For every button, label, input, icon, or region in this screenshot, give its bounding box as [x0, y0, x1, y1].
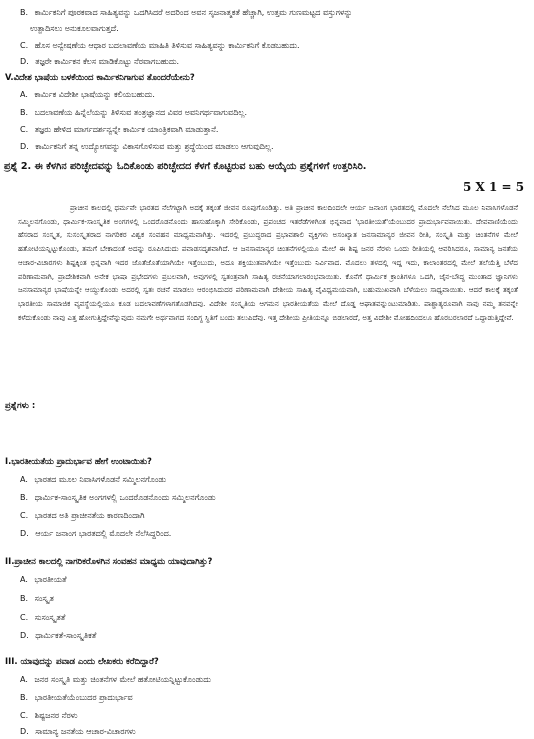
option-text-line: ಕಾರ್ಮಿಕನಿಗೆ ಪೂರಕವಾದ ಸಾಹಿತ್ಯವನ್ನು ಒದಗಿಸಿದರೆ ಅದರಿಂದ ಅವನ ಸೃಜನಾತ್ಮಕತೆ ಹೆಚ್ಚಾಗಿ, ಉತ್ತಮ ಗುಣಮಟ್ಟದ ವಸ್ತುಗಳನ್ನು	[34, 8, 353, 17]
option-letter: D.	[20, 727, 29, 736]
q1-option-d	[20, 529, 171, 539]
marks-label: 5 X 1 = 5	[463, 180, 525, 194]
option-letter: C.	[20, 711, 29, 720]
q5-option-c	[20, 125, 218, 135]
question-2-heading: ಪ್ರಶ್ನೆ 2. ಈ ಕೆಳಗಿನ ಪರಿಚ್ಛೇದವನ್ನು ಓದಿಕೊಂಡು ಪರಿಚ್ಛೇದದ ಕೆಳಗೆ ಕೊಟ್ಟಿರುವ ಬಹು ಆಯ್ಕೆಯ ಪ್ರಶ್ನೆಗಳಿಗೆ ಉತ್ತರಿಸಿರಿ.	[4, 161, 367, 172]
option-text: ಭಾರತೀಯತೆಯೆಂಬುದರ ಪ್ರಾದುರ್ಭಾವ	[34, 693, 133, 702]
option-letter: B.	[20, 8, 29, 17]
q1-option-b	[20, 493, 216, 503]
option-letter: A.	[20, 90, 28, 99]
q3-option-c	[20, 711, 78, 721]
questions-subheading: ಪ್ರಶ್ನೆಗಳು :	[5, 401, 36, 411]
option-letter: B.	[20, 493, 29, 502]
option-text-line: ಉತ್ಪಾದಿಸಲು ಅನುಕೂಲವಾಗುತ್ತದೆ.	[30, 24, 119, 33]
top-option-c	[20, 41, 300, 51]
option-text: ಭಾರತೀಯತೆ	[34, 575, 67, 584]
question-i-title: I.ಭಾರತೀಯತೆಯ ಪ್ರಾದುರ್ಭಾವ ಹೇಗೆ ಉಂಟಾಯಿತು?	[5, 456, 152, 466]
question-ii-title: II.ಪ್ರಾಚೀನ ಕಾಲದಲ್ಲಿ ನಾಗರಿಕರೊಳಗಿನ ಸಂವಹನ ಮಾಧ್ಯಮ ಯಾವುದಾಗಿತ್ತು?	[5, 556, 213, 566]
option-text: ಧಾರ್ಮಿಕ-ಸಾಂಸ್ಕೃತಿಕ ಅಂಗಗಳಲ್ಲಿ ಒಂದರೊಡನೊಂದು ಸಮ್ಮಿಲನಗೊಂಡು	[34, 493, 216, 502]
top-option-b-continued	[30, 24, 119, 34]
option-letter: A.	[20, 675, 28, 684]
option-letter: C.	[20, 511, 29, 520]
q5-option-a	[20, 90, 155, 100]
q3-option-b	[20, 693, 133, 703]
q3-option-d	[20, 727, 136, 737]
option-letter: C.	[20, 125, 29, 134]
top-option-b	[20, 8, 352, 18]
option-text: ಸಾಮಾನ್ಯ ಜನತೆಯ ಆಚಾರ-ವಿಚಾರಗಳು	[35, 727, 136, 736]
option-text: ಜನರ ಸಂಸ್ಕೃತಿ ಮತ್ತು ಚಿಂತನೆಗಳ ಮೇಲೆ ಹತೋಟಿಯನ್ನಿಟ್ಟುಕೊಂಡುದು	[34, 675, 211, 684]
option-text: ಭಾರತದ ಅತಿ ಪ್ರಾಚೀನತೆಯ ಕಾರಣದಿಂದಾಗಿ	[34, 511, 145, 520]
question-iii-title: III. ಯಾವುದನ್ನು ಪವಾಡ ಎಂದು ಲೇಖಕರು ಕರೆದಿದ್ದಾರೆ?	[5, 656, 159, 666]
passage-paragraph: ಪ್ರಾಚೀನ ಕಾಲದಲ್ಲಿ ಧರ್ಮವೇ ಭಾರತದ ನೆಲೆಗಟ್ಟಾಗಿ ಅದಕ್ಕೆ ತಕ್ಕಂತೆ ಜೀವನ ರೂಪುಗೊಂಡಿತ್ತು. ಅತಿ ಪ್ರಾಚೀನ ಕಾಲದಿಂದಲೇ ಆರ್ಯ ಜನಾಂಗ ಭಾರತದಲ್ಲಿ ಮೊದಲೇ ನೆಲೆಸಿದ ಮೂಲ ನಿವಾಸಿಗಳೊಡನೆ ಸಮ್ಮಿಲನಗೊಂಡು, ಧಾರ್ಮಿಕ-ಸಾಂಸ್ಕೃತಿಕ ಅಂಗಗಳಲ್ಲಿ ಒಂದರೊಡನೊಂದು ಹಾಸುಹೊಕ್ಕಾಗಿ ಸೇರಿಕೊಂಡು, ಪ್ರಪಂಚದ ಇತರೆಡೆಗಳಿಗಿಂತ ಭಿನ್ನವಾದ 'ಭಾರತೀಯತೆ'ಯೆಂಬುದರ ಪ್ರಾದುರ್ಭಾವವಾಯಿತು. ದೇವವಾಣಿಯೆಂದು ಹೆಸರಾದ ಸಂಸ್ಕೃತ, ಸುಸಂಸ್ಕೃತರಾದ ನಾಗರಿಕರ ವಿಶ್ವಕ ಸಂವಹನ ಮಾಧ್ಯಮವಾಗಿತ್ತು. ಇದರಲ್ಲಿ ಪ್ರಬುದ್ಧರಾದ ಪ್ರಭಾವಶಾಲಿ ವ್ಯಕ್ತಿಗಳು ಅಸಂಖ್ಯಾತ ಜನಸಾಮಾನ್ಯರ ಜೀವನ ರೀತಿ, ಸಂಸ್ಕೃತಿ ಮತ್ತು ಚಿಂತನೆಗಳ ಮೇಲೆ ಹತೋಟಿಯನ್ನಿಟ್ಟುಕೊಂಡು, ತಮಗೆ ಬೇಕಾದಂತೆ ಅದನ್ನು ರೂಪಿಸಿದುದು ಪವಾಡಸದೃಶವಾಗಿದೆ. ಆ ಜನಸಾಮಾನ್ಯರ ಚಿಂತನೆಗಳಲ್ಲಿಯೂ ಮೇಲೆ ಈ ಶಿಷ್ಟ ಜನರ ನೆರಳು ಒಂದು ರೀತಿಯಲ್ಲಿ ಆವರಿಸಿದರೂ, ಸಾಮಾನ್ಯ ಜನತೆಯ ಆಚಾರ-ವಿಚಾರಗಳು ಶಿಷ್ಟಕ್ಕಿಂತ ಭಿನ್ನವಾಗಿ ಇದರ ಜೊತೆಜೊತೆಯಾಗಿಯೇ ಇತ್ತೆಂಬುದು, ಅದೂ ಶಕ್ತಿಯುತವಾಗಿಯೇ ಇತ್ತೆಂಬುದು ನಿರ್ವಿವಾದ. ಮೊದಲು ತಳದಲ್ಲಿ ಇದ್ದ ಇದು, ಕಾಲಾಂತರದಲ್ಲಿ ಮೇಲೆ ತಲೆಯೆತ್ತಿ ಬೆಳೆದ ಪರಿಣಾಮವಾಗಿ, ಪ್ರಾದೇಶಿಕವಾಗಿ ಅನೇಕ ಭಾಷಾ ಪ್ರಭೇದಗಳು ಪ್ರಬಲವಾಗಿ, ಅವುಗಳಲ್ಲಿ ಸ್ವತಂತ್ರವಾಗಿ ಸಾಹಿತ್ಯ ರಚನೆಯಾಗಲಾರಂಭವಾಯಿತು. ಕೊನೆಗೆ ಧಾರ್ಮಿಕ ಕ್ರಾಂತಿಗಳೂ ಒದಗಿ, ಜೈನ-ಬೌದ್ಧ ಮುಂತಾದ ಜ್ಞಾನಿಗಳು ಜನಸಾಮಾನ್ಯರ ಭಾಷೆಯನ್ನೇ ಆಯ್ದುಕೊಂಡು ಅದರಲ್ಲಿ ಸ್ವತಃ ರಚನೆ ಮಾಡಲು ಆರಂಭಿಸಿದುದರ ಪರಿಣಾಮವಾಗಿ ದೇಶೀಯ ಸಾಹಿತ್ಯ ವೈವಿಧ್ಯಮಯವಾಗಿ, ಬಹುಮುಖವಾಗಿ ಬೆಳೆಯಲು ಸಾಧ್ಯವಾಯಿತು. ಆದರೆ ಕಾಲಕ್ಕೆ ತಕ್ಕಂತೆ ಭಾರತೀಯ ಸಾಮಾಜಿಕ ವ್ಯವಸ್ಥೆಯಲ್ಲಿಯೂ ಕೂಡ ಬದಲಾವಣೆಗಳಾಗತೊಡಗಿದವು. ವಿದೇಶೀ ಸಂಸ್ಕೃತಿಯ ಆಗಮನ ಭಾರತೀಯತೆಯ ಮೇಲೆ ದೊಡ್ಡ ಆಘಾತವನ್ನುಂಟುಮಾಡಿತು. ಪಾಶ್ಚಾತ್ಯರೂವಾಗಿ ನಾವು ನಮ್ಮ ತನವನ್ನೇ ಕಳೆದುಕೊಂಡು ನಾವು ಎತ್ತ ಹೋಗುತ್ತಿದ್ದೇವೆನ್ನುವುದು ನಮಗೇ ಅರ್ಥವಾಗದ ಸಂದಿಗ್ಧ ಸ್ಥಿತಿಗೆ ಬಂದು ತಲುಪಿದೆವು. ಇತ್ತ ದೇಶೀಯ ಪ್ರೀತಿಯನ್ನೂ ಬಿಡಲಾರದೆ, ಅತ್ತ ವಿದೇಶೀ ಮೋಹದಿಂದಲೂ ಹೊರಬರಲಾರದೆ ಒದ್ದಾಡುತ್ತಿದ್ದೇವೆ.	[18, 203, 518, 322]
option-letter: B.	[20, 693, 29, 702]
q3-option-a	[20, 675, 211, 685]
option-letter: C.	[20, 41, 29, 50]
option-text: ಸುಸಂಸ್ಕೃತತೆ	[34, 613, 66, 622]
q2-option-a	[20, 575, 67, 585]
q2-option-c	[20, 613, 65, 623]
option-text: ಭಾರತದ ಮೂಲ ನಿವಾಸಿಗಳೊಡನೆ ಸಮ್ಮಿಲನಗೊಂಡು	[34, 475, 167, 484]
q5-option-d	[20, 142, 274, 152]
option-text: ಧಾರ್ಮಿಕತೆ-ಸಾಂಸ್ಕೃತಿಕತೆ	[35, 631, 97, 640]
option-text: ಬದಲಾವಣೆಯ ಹಿನ್ನೆಲೆಯನ್ನು ತಿಳಿಸುವ ತಂತ್ರಜ್ಞಾನದ ವಿವರ ಅವನಿಗರ್ಥವಾಗುವದಿಲ್ಲ.	[34, 108, 248, 117]
option-text: ಕಾರ್ಮಿಕನಿಗೆ ತನ್ನ ಉದ್ಯೋಗವನ್ನು ವಿಕಾಸಗೊಳಿಸುವ ಮತ್ತು ಶ್ರದ್ಧೆಯಿಂದ ಮಾಡಲು ಆಗುವುದಿಲ್ಲ.	[35, 142, 274, 151]
q1-option-c	[20, 511, 144, 521]
option-letter: A.	[20, 575, 28, 584]
question-v-title: V.ವಿದೇಶ ಭಾಷೆಯ ಬಳಕೆಯಿಂದ ಕಾರ್ಮಿಕನಿಗಾಗುವ ತೊಂದರೆಯೇನು?	[5, 72, 195, 82]
option-text: ಸಂಸ್ಕೃತ	[34, 594, 54, 603]
option-letter: B.	[20, 108, 29, 117]
option-letter: C.	[20, 613, 29, 622]
option-text-line: ಹೊಸ ಅನ್ವೇಷಣೆಯ ಆಧಾರ ಬದಲಾವಣೆಯ ಮಾಹಿತಿ ತಿಳಿಸುವ ಸಾಹಿತ್ಯವನ್ನು ಕಾರ್ಮಿಕನಿಗೆ ಕೊಡಬಹುದು.	[34, 41, 300, 50]
option-letter: D.	[20, 631, 29, 640]
option-letter: D.	[20, 57, 29, 66]
option-text: ಕಾರ್ಮಿಕ ವಿದೇಶೀ ಭಾಷೆಯನ್ನು ಕಲಿಯಬಹುದು.	[34, 90, 155, 99]
option-text: ಆರ್ಯ ಜನಾಂಗ ಭಾರತದಲ್ಲಿ ಮೊದಲೇ ನೆಲೆಸಿದ್ದರಿಂದ.	[35, 529, 172, 538]
q5-option-b	[20, 108, 247, 118]
q2-option-b	[20, 594, 54, 604]
q1-option-a	[20, 475, 166, 485]
option-letter: D.	[20, 142, 29, 151]
option-text: ತಜ್ಞರು ಹೇಳಿದ ಮಾರ್ಗದರ್ಶನ್ವನ್ನೇ ಕಾರ್ಮಿಕ ಯಾಂತ್ರಿಕವಾಗಿ ಮಾಡುತ್ತಾನೆ.	[34, 125, 219, 134]
option-text: ಶಿಷ್ಟಜನರ ನೆರಳು	[34, 711, 78, 720]
q2-option-d	[20, 631, 96, 641]
option-letter: D.	[20, 529, 29, 538]
option-text-line: ತಜ್ಞರೇ ಕಾರ್ಮಿಕನ ಕೆಲಸ ಮಾಡಿಕೊಟ್ಟು ನೆರವಾಗಬಹುದು.	[35, 57, 180, 66]
option-letter: B.	[20, 594, 29, 603]
option-letter: A.	[20, 475, 28, 484]
top-option-d	[20, 57, 179, 67]
